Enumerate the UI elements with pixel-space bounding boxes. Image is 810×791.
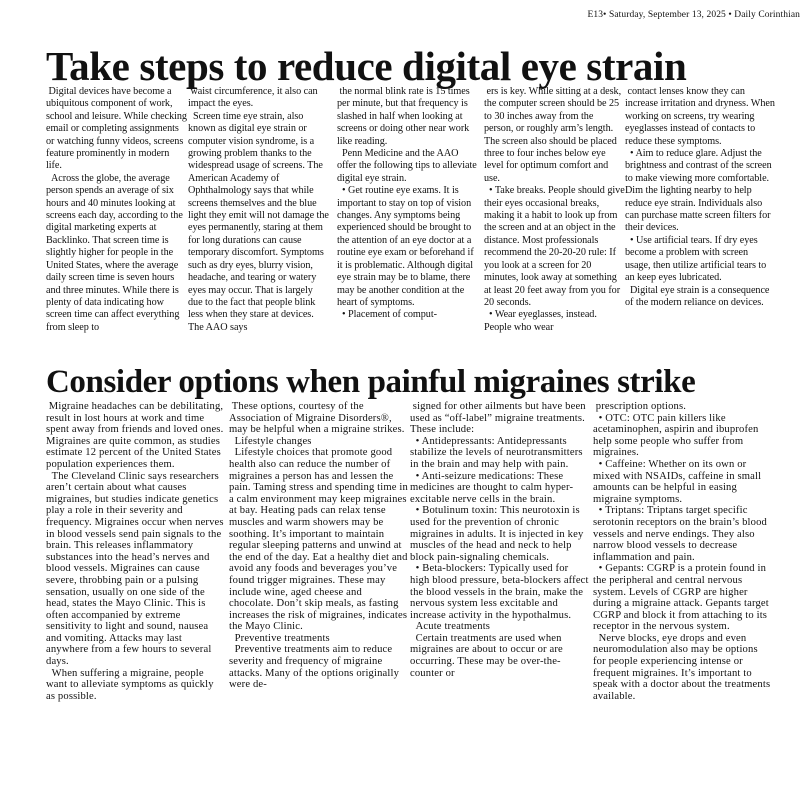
eye-strain-column-4: ers is key. While sitting at a desk, the computer screen should be 25 to 30 inches away from the person, or roughly arm’s length. The screen also should be placed three to four inches below eye level for optimum comfort and use. • Take breaks. People should give their eyes occasional breaks, making it a habit to look up from the screen and at an object in the distance. Most professionals recommend the 20-20-20 rule: If you look at a screen for 20 minutes, look away at something at least 20 feet away from you for 20 seconds. • Wear eyeglasses, instead. People who wear	[484, 86, 625, 333]
eye-strain-column-2: waist circumference, it also can impact the eyes. Screen time eye strain, also known as digital eye strain or computer vision syndrome, is a growing problem thanks to the widespread usage of screens. The American Academy of Ophthalmology says that while screens themselves and the blue light they emit will not damage the eyes permanently, staring at them for long durations can cause temporary discomfort. Symptoms such as dry eyes, blurry vision, headache, and tearing or watery eyes may occur. That is largely due to the fact that people blink less when they stare at devices. The AAO says	[188, 86, 329, 333]
migraines-column-4: prescription options. • OTC: OTC pain killers like acetaminophen, aspirin and ibuprofen help some people who suffer from migraines. • Caffeine: Whether on its own or mixed with NSAIDs, caffeine in small amounts can be helpful in easing migraine symptoms. • Triptans: Triptans target specific serotonin receptors on the brain’s blood vessels and nerve endings. They also narrow blood vessels to decrease inflammation and pain. • Gepants: CGRP is a protein found in the peripheral and central nervous system. Levels of CGRP are higher during a migraine attack. Gepants target CGRP and block it from attaching to its receptor in the nervous system. Nerve blocks, eye drops and even neuromodulation also may be options for people experiencing intense or frequent migraines. It’s important to speak with a doctor about the treatments available.	[593, 401, 771, 702]
eye-strain-column-5: contact lenses know they can increase irritation and dryness. When working on screens, try wearing eyeglasses instead of contacts to reduce these symptoms. • Aim to reduce glare. Adjust the brightness and contrast of the screen to make viewing more comfortable. Dim the lighting nearby to help reduce eye strain. Individuals also can purchase matte screen filters for their devices. • Use artificial tears. If dry eyes become a problem with screen usage, then utilize artificial tears to an keep eyes lubricated. Digital eye strain is a consequence of the modern reliance on devices.	[625, 86, 775, 308]
eye-strain-column-3: the normal blink rate is 15 times per minute, but that frequency is slashed in half when looking at screens or doing other near work like reading. Penn Medicine and the AAO offer the following tips to alleviate digital eye strain. • Get routine eye exams. It is important to stay on top of vision changes. Any symptoms being experienced should be brought to the attention of an eye doctor at a routine eye exam or beforehand if it is problematic. Although digital eye strain may be to blame, there may be another condition at the heart of symptoms. • Placement of comput-	[337, 86, 477, 321]
eye-strain-column-1: Digital devices have become a ubiquitous component of work, school and leisure. While checking email or completing assignments or watching funny videos, screens feature prominently in modern life. Across the globe, the average person spends an average of six hours and 40 minutes looking at screens each day, according to the digital marketing experts at Backlinko. That screen time is slightly higher for people in the United States, where the average daily screen time is seven hours and three minutes. While there is plenty of data indicating how screen time can affect everything from sleep to	[46, 86, 187, 333]
page-folio: E13• Saturday, September 13, 2025 • Daily Corinthian	[587, 10, 800, 20]
migraines-column-2: These options, courtesy of the Association of Migraine Disorders®, may be helpful when a migraine strikes. Lifestyle changes Lifestyle choices that promote good health also can reduce the number of migraines a person has and lessen the pain. Taming stress and spending time in a calm environment may keep migraines at bay. Heating pads can relax tense muscles and warm showers may be soothing. It’s important to maintain regular sleeping patterns and unwind at the end of the day. Eat a healthy diet and avoid any foods and beverages you’ve found trigger migraines. These may include wine, aged cheese and chocolate. Don’t skip meals, as fasting increases the risk of migraines, indicates the Mayo Clinic. Preventive treatments Preventive treatments aim to reduce severity and frequency of migraine attacks. Many of the options originally were de-	[229, 401, 408, 691]
migraines-headline: Consider options when painful migraines strike	[46, 364, 696, 400]
migraines-column-1: Migraine headaches can be debilitating, result in lost hours at work and time spent away from friends and loved ones. Migraines are quite common, as studies estimate 12 percent of the United States population experiences them. The Cleveland Clinic says researchers aren’t certain about what causes migraines, but studies indicate genetics play a role in their severity and frequency. Migraines occur when nerves in blood vessels send pain signals to the brain. This releases inflammatory substances into the head’s nerves and blood vessels. Migraines can cause severe, throbbing pain or a pulsing sensation, usually on one side of the head, states the Mayo Clinic. This is often accompanied by extreme sensitivity to light and sound, nausea and vomiting. Attacks may last anywhere from a few hours to several days. When suffering a migraine, people want to alleviate symptoms as quickly as possible.	[46, 401, 224, 702]
migraines-column-3: signed for other ailments but have been used as “off-label” migraine treatments. These include: • Antidepressants: Antidepressants stabilize the levels of neurotransmitters in the brain and may help with pain. • Anti-seizure medications: These medicines are thought to calm hyper-excitable nerve cells in the brain. • Botulinum toxin: This neurotoxin is used for the prevention of chronic migraines in adults. It is injected in key muscles of the head and neck to help block pain-signaling chemicals. • Beta-blockers: Typically used for high blood pressure, beta-blockers affect the blood vessels in the brain, make the nervous system less excitable and increase activity in the hypothalmus. Acute treatments Certain treatments are used when migraines are about to occur or are occurring. These may be over-the-counter or	[410, 401, 589, 679]
eye-strain-headline: Take steps to reduce digital eye strain	[46, 43, 687, 89]
